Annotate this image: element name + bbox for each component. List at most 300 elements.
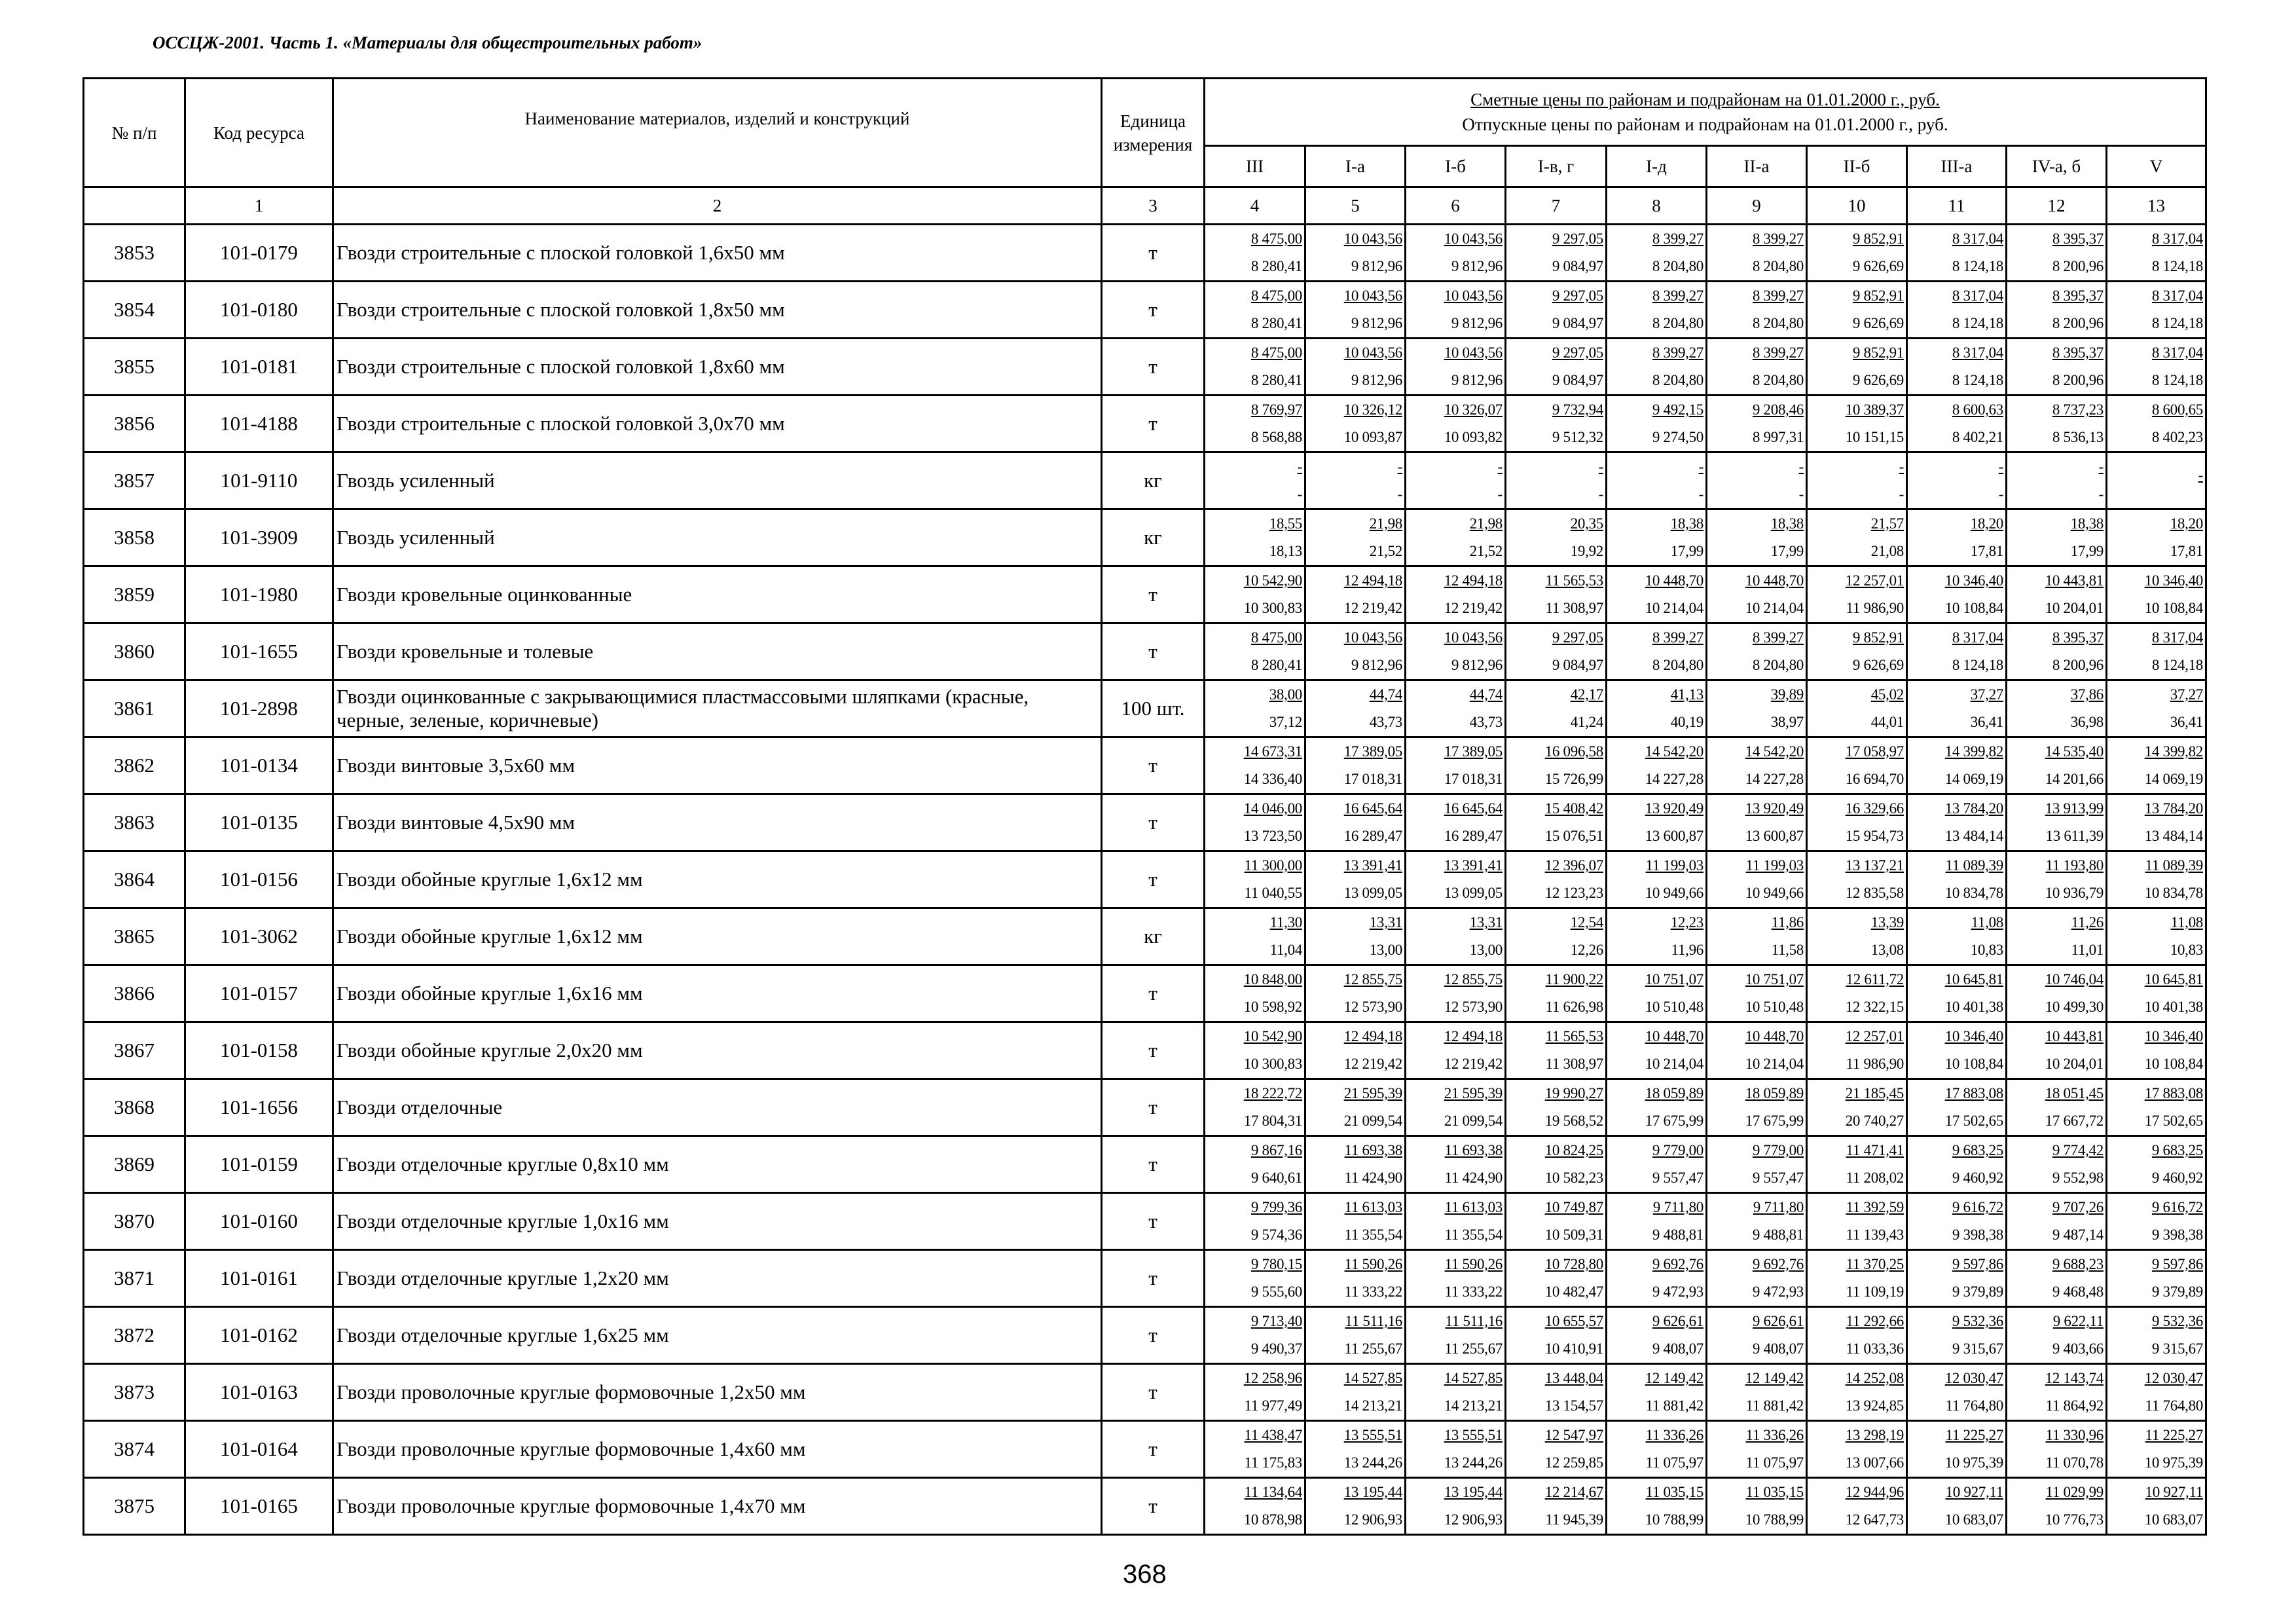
- wholesale-price: 13 600,87: [1645, 828, 1704, 844]
- table-row: [84, 1136, 2206, 1193]
- estimated-price: 18 222,72: [1243, 1085, 1302, 1101]
- estimated-price: 11 089,39: [1945, 857, 2003, 874]
- wholesale-price: 13 244,26: [1444, 1454, 1503, 1471]
- price-cell: [1607, 1193, 1707, 1250]
- table-row: [84, 1079, 2206, 1136]
- row-number: 3855: [84, 339, 185, 396]
- price-cell: [1807, 1421, 1907, 1478]
- price-cell: [2107, 737, 2206, 794]
- price-cell: [1807, 225, 1907, 282]
- estimated-price: -: [1497, 458, 1503, 475]
- estimated-price: 8 399,27: [1652, 629, 1704, 646]
- price-cell: [2107, 1136, 2206, 1193]
- estimated-price: 9 711,80: [1753, 1199, 1804, 1215]
- wholesale-price: 9 626,69: [1852, 657, 1904, 673]
- estimated-price: 11 330,96: [2045, 1427, 2104, 1443]
- resource-code: 101-0156: [185, 851, 333, 908]
- wholesale-price: 13 154,57: [1544, 1397, 1603, 1414]
- wholesale-price: 21 099,54: [1444, 1113, 1503, 1129]
- estimated-price: 9 852,91: [1852, 287, 1904, 304]
- wholesale-price: 21,52: [1369, 543, 1402, 559]
- table-row: [84, 908, 2206, 965]
- wholesale-price: 10,83: [1970, 942, 2003, 958]
- wholesale-price: 11 308,97: [1545, 1056, 1603, 1072]
- price-cell: [1607, 566, 1707, 623]
- estimated-price: 11 693,38: [1444, 1142, 1503, 1158]
- wholesale-price: 16 694,70: [1845, 771, 1904, 787]
- price-cell: [1406, 396, 1506, 452]
- price-cell: [1506, 965, 1607, 1022]
- price-cell: [1707, 737, 1807, 794]
- wholesale-price: 10 482,47: [1544, 1283, 1603, 1300]
- estimated-price: 13 391,41: [1343, 857, 1402, 874]
- price-cell: [1907, 1250, 2007, 1307]
- wholesale-price: 10 834,78: [1944, 885, 2003, 901]
- estimated-price: 10 043,56: [1343, 344, 1402, 361]
- wholesale-price: 12 573,90: [1444, 999, 1503, 1015]
- wholesale-price: 12 573,90: [1343, 999, 1402, 1015]
- wholesale-price: 14 336,40: [1243, 771, 1302, 787]
- estimated-price: 13 920,49: [1645, 800, 1704, 817]
- price-cell: [1907, 680, 2007, 737]
- price-cell: [1707, 1364, 1807, 1421]
- price-cell: [1907, 396, 2007, 452]
- unit-of-measure: т: [1102, 282, 1205, 339]
- price-cell: [1807, 339, 1907, 396]
- price-cell: [1907, 794, 2007, 851]
- price-cell: [1506, 1136, 1607, 1193]
- estimated-price: 8 399,27: [1652, 344, 1704, 361]
- wholesale-price: 12 219,42: [1343, 1056, 1402, 1072]
- estimated-price: 10 326,07: [1444, 401, 1503, 418]
- estimated-price: 9 597,86: [2151, 1256, 2203, 1272]
- price-cell: [2107, 1478, 2206, 1535]
- wholesale-price: -: [1798, 486, 1804, 502]
- wholesale-price: 13 723,50: [1243, 828, 1302, 844]
- estimated-price: 12 149,42: [1645, 1370, 1704, 1386]
- wholesale-price: -: [1497, 486, 1503, 502]
- estimated-price: 10 043,56: [1444, 231, 1503, 247]
- estimated-price: 9 780,15: [1250, 1256, 1302, 1272]
- estimated-price: 8 399,27: [1652, 231, 1704, 247]
- estimated-price: 12 611,72: [1846, 971, 1904, 987]
- estimated-price: 12 258,96: [1243, 1370, 1302, 1386]
- column-number: 13: [2107, 187, 2206, 225]
- wholesale-price: 8 568,88: [1250, 429, 1302, 445]
- resource-code: 101-0158: [185, 1022, 333, 1079]
- region-header: III-а: [1907, 146, 2007, 187]
- price-cell: [1406, 1193, 1506, 1250]
- resource-code: 101-1655: [185, 623, 333, 680]
- material-name: Гвозди отделочные круглые 1,0х16 мм: [333, 1193, 1102, 1250]
- price-cell: [1205, 566, 1305, 623]
- wholesale-price: 9 812,96: [1451, 372, 1503, 388]
- price-cell: [1305, 851, 1406, 908]
- estimated-price: 10 346,40: [2144, 1028, 2203, 1044]
- price-cell: [1205, 794, 1305, 851]
- wholesale-price: 9 557,47: [1752, 1170, 1804, 1186]
- estimated-price: 11 590,26: [1344, 1256, 1402, 1272]
- wholesale-price: 11 075,97: [1745, 1454, 1804, 1471]
- estimated-price: 19 990,27: [1544, 1085, 1603, 1101]
- region-header: I-в, г: [1506, 146, 1607, 187]
- wholesale-price: 10 401,38: [1944, 999, 2003, 1015]
- price-cell: [1707, 908, 1807, 965]
- price-cell: [1707, 1421, 1807, 1478]
- wholesale-price: 9 274,50: [1652, 429, 1704, 445]
- estimated-price: 17 389,05: [1343, 743, 1402, 760]
- estimated-price: 21 595,39: [1444, 1085, 1503, 1101]
- estimated-price: 21,57: [1870, 515, 1904, 532]
- estimated-price: 10 448,70: [1745, 572, 1804, 589]
- estimated-price: 12 855,75: [1444, 971, 1503, 987]
- material-name: Гвозди кровельные оцинкованные: [333, 566, 1102, 623]
- estimated-price: 9 208,46: [1752, 401, 1804, 418]
- estimated-price: 10 448,70: [1645, 572, 1704, 589]
- price-cell: [1607, 908, 1707, 965]
- estimated-price: 17 389,05: [1444, 743, 1503, 760]
- material-name: Гвозди отделочные круглые 1,2х20 мм: [333, 1250, 1102, 1307]
- estimated-price: 9 713,40: [1250, 1313, 1302, 1329]
- wholesale-price: 43,73: [1369, 714, 1402, 730]
- unit-of-measure: т: [1102, 1364, 1205, 1421]
- table-row: [84, 1250, 2206, 1307]
- wholesale-price: 14 069,19: [1944, 771, 2003, 787]
- price-cell: [1807, 1250, 1907, 1307]
- price-cell: [1907, 1022, 2007, 1079]
- price-cell: [1707, 339, 1807, 396]
- price-cell: [1506, 908, 1607, 965]
- estimated-price: 9 683,25: [1952, 1142, 2003, 1158]
- column-number: 2: [333, 187, 1102, 225]
- estimated-price: 8 395,37: [2052, 344, 2104, 361]
- price-cell: [1406, 1079, 1506, 1136]
- column-number: 3: [1102, 187, 1205, 225]
- wholesale-price: 11 424,90: [1344, 1170, 1402, 1186]
- estimated-price: 13 298,19: [1845, 1427, 1904, 1443]
- estimated-price: 8 769,97: [1250, 401, 1302, 418]
- estimated-price: 15 408,42: [1544, 800, 1603, 817]
- wholesale-price: 8 402,23: [2151, 429, 2203, 445]
- material-name: Гвозди строительные с плоской головкой 3,0х70 мм: [333, 396, 1102, 452]
- column-number: 10: [1807, 187, 1907, 225]
- wholesale-price: 8 200,96: [2052, 315, 2104, 331]
- price-cell: [2007, 225, 2107, 282]
- price-cell: [1305, 566, 1406, 623]
- wholesale-price: 36,41: [2170, 714, 2203, 730]
- wholesale-price: 8 124,18: [1952, 372, 2003, 388]
- region-header: I-д: [1607, 146, 1707, 187]
- price-cell: [2107, 1079, 2206, 1136]
- price-cell: [1305, 1079, 1406, 1136]
- estimated-price: 8 317,04: [2151, 231, 2203, 247]
- price-cell: [1707, 1250, 1807, 1307]
- wholesale-price: 12 835,58: [1845, 885, 1904, 901]
- wholesale-price: 8 124,18: [2151, 315, 2203, 331]
- estimated-price: 11,86: [1771, 914, 1804, 931]
- price-table: [82, 77, 2207, 1536]
- price-cell: [1907, 1079, 2007, 1136]
- estimated-price: 11 392,59: [1846, 1199, 1904, 1215]
- material-name: Гвоздь усиленный: [333, 509, 1102, 566]
- price-cell: [1506, 225, 1607, 282]
- wholesale-price: 9 812,96: [1451, 315, 1503, 331]
- wholesale-price: 10 582,23: [1544, 1170, 1603, 1186]
- unit-of-measure: т: [1102, 566, 1205, 623]
- estimated-price: 8 317,04: [1952, 231, 2003, 247]
- price-cell: [1907, 509, 2007, 566]
- price-cell: [1305, 509, 1406, 566]
- wholesale-price: 8 204,80: [1752, 372, 1804, 388]
- estimated-price: 12 494,18: [1343, 1028, 1402, 1044]
- wholesale-price: 9 626,69: [1852, 315, 1904, 331]
- wholesale-price: 14 201,66: [2045, 771, 2104, 787]
- wholesale-price: 12 322,15: [1845, 999, 1904, 1015]
- table-row: [84, 282, 2206, 339]
- wholesale-price: 10 598,92: [1243, 999, 1302, 1015]
- estimated-price: 14 535,40: [2045, 743, 2104, 760]
- wholesale-price: 8 124,18: [1952, 657, 2003, 673]
- row-number: 3853: [84, 225, 185, 282]
- price-cell: [1607, 1079, 1707, 1136]
- estimated-price: 18,20: [2170, 515, 2203, 532]
- estimated-price: 13 555,51: [1343, 1427, 1402, 1443]
- price-cell: [2007, 1364, 2107, 1421]
- estimated-price: 9 297,05: [1552, 231, 1603, 247]
- wholesale-price: 11 945,39: [1545, 1511, 1603, 1528]
- price-cell: [1506, 1022, 1607, 1079]
- price-cell: [1807, 965, 1907, 1022]
- wholesale-price: 9 812,96: [1451, 258, 1503, 274]
- estimated-price: 8 399,27: [1752, 629, 1804, 646]
- wholesale-price: 10 214,04: [1745, 600, 1804, 616]
- price-cell: [1205, 680, 1305, 737]
- estimated-price: 18,38: [1770, 515, 1804, 532]
- estimated-price: 11 029,99: [2045, 1484, 2104, 1500]
- header-prices: [1205, 79, 2206, 146]
- wholesale-price: 8 124,18: [2151, 657, 2203, 673]
- estimated-price: 11 292,66: [1846, 1313, 1904, 1329]
- wholesale-price: 11,96: [1671, 942, 1704, 958]
- wholesale-price: 14 213,21: [1444, 1397, 1503, 1414]
- estimated-price: 18,38: [1670, 515, 1704, 532]
- material-name: Гвозди отделочные: [333, 1079, 1102, 1136]
- estimated-price: 8 395,37: [2052, 287, 2104, 304]
- wholesale-price: 13 244,26: [1343, 1454, 1402, 1471]
- wholesale-price: 8 204,80: [1652, 315, 1704, 331]
- price-cell: [1707, 509, 1807, 566]
- estimated-price: 11 613,03: [1344, 1199, 1402, 1215]
- wholesale-price: 13 600,87: [1745, 828, 1804, 844]
- resource-code: 101-0162: [185, 1307, 333, 1364]
- wholesale-price: 9 812,96: [1351, 657, 1402, 673]
- wholesale-price: 8 124,18: [2151, 372, 2203, 388]
- wholesale-price: 8 200,96: [2052, 258, 2104, 274]
- estimated-price: 8 475,00: [1250, 231, 1302, 247]
- estimated-price: 18,55: [1269, 515, 1302, 532]
- unit-of-measure: т: [1102, 737, 1205, 794]
- price-cell: [1907, 566, 2007, 623]
- row-number: 3857: [84, 452, 185, 509]
- price-cell: [1607, 965, 1707, 1022]
- price-cell: [2107, 1193, 2206, 1250]
- price-cell: [1707, 1022, 1807, 1079]
- wholesale-price: 11 139,43: [1846, 1227, 1904, 1243]
- estimated-price: 9 492,15: [1652, 401, 1704, 418]
- estimated-price: 18 051,45: [2045, 1085, 2104, 1101]
- wholesale-price: 17,81: [1970, 543, 2003, 559]
- wholesale-price: 11 109,19: [1846, 1283, 1904, 1300]
- row-number: 3866: [84, 965, 185, 1022]
- wholesale-price: 12,26: [1570, 942, 1603, 958]
- material-name: Гвозди отделочные круглые 1,6х25 мм: [333, 1307, 1102, 1364]
- estimated-price: 12 494,18: [1444, 572, 1503, 589]
- estimated-price: 10 542,90: [1243, 572, 1302, 589]
- estimated-price: 42,17: [1570, 686, 1603, 703]
- wholesale-price: 9 379,89: [1952, 1283, 2003, 1300]
- resource-code: 101-0159: [185, 1136, 333, 1193]
- row-number: 3867: [84, 1022, 185, 1079]
- table-row: [84, 1193, 2206, 1250]
- price-cell: [2107, 908, 2206, 965]
- estimated-price: 13,39: [1870, 914, 1904, 931]
- price-cell: [2007, 509, 2107, 566]
- price-cell: [1205, 1136, 1305, 1193]
- wholesale-price: 8 280,41: [1250, 258, 1302, 274]
- estimated-price: 11 565,53: [1545, 1028, 1603, 1044]
- price-cell: [2007, 1136, 2107, 1193]
- wholesale-price: 9 557,47: [1652, 1170, 1704, 1186]
- price-cell: [2007, 908, 2107, 965]
- estimated-price: 10 655,57: [1544, 1313, 1603, 1329]
- wholesale-price: 13,00: [1369, 942, 1402, 958]
- wholesale-price: 11 333,22: [1444, 1283, 1503, 1300]
- resource-code: 101-1980: [185, 566, 333, 623]
- column-number: 5: [1305, 187, 1406, 225]
- estimated-price: 9 532,36: [2151, 1313, 2203, 1329]
- material-name: Гвозди проволочные круглые формовочные 1,4х60 мм: [333, 1421, 1102, 1478]
- price-cell: [2007, 1421, 2107, 1478]
- price-cell: [1907, 225, 2007, 282]
- price-cell: [2107, 1022, 2206, 1079]
- wholesale-price: 11 075,97: [1645, 1454, 1704, 1471]
- wholesale-price: 17 018,31: [1444, 771, 1503, 787]
- wholesale-price: 11,01: [2071, 942, 2104, 958]
- wholesale-price: 11 040,55: [1244, 885, 1302, 901]
- price-cell: [2007, 1079, 2107, 1136]
- estimated-price: 9 799,36: [1250, 1199, 1302, 1215]
- price-cell: [2007, 1307, 2107, 1364]
- wholesale-price: 15 076,51: [1544, 828, 1603, 844]
- wholesale-price: 17,99: [1670, 543, 1704, 559]
- estimated-price: 41,13: [1670, 686, 1704, 703]
- estimated-price: 21 595,39: [1343, 1085, 1402, 1101]
- price-cell: [2007, 623, 2107, 680]
- wholesale-price: 9 315,67: [2151, 1340, 2203, 1357]
- wholesale-price: 9 488,81: [1652, 1227, 1704, 1243]
- price-cell: [1305, 1193, 1406, 1250]
- wholesale-price: 9 460,92: [1952, 1170, 2003, 1186]
- table-row: [84, 1478, 2206, 1535]
- wholesale-price: 14 069,19: [2144, 771, 2203, 787]
- wholesale-price: 11 881,42: [1745, 1397, 1804, 1414]
- estimated-price: 8 737,23: [2052, 401, 2104, 418]
- wholesale-price: 13,08: [1870, 942, 1904, 958]
- price-cell: [1907, 1193, 2007, 1250]
- estimated-price: 11 035,15: [1645, 1484, 1704, 1500]
- estimated-price: -: [1899, 458, 1904, 475]
- resource-code: 101-0164: [185, 1421, 333, 1478]
- wholesale-price: 9 640,61: [1250, 1170, 1302, 1186]
- unit-of-measure: т: [1102, 1022, 1205, 1079]
- price-cell: [1406, 737, 1506, 794]
- row-number: 3870: [84, 1193, 185, 1250]
- wholesale-price: 17 804,31: [1243, 1113, 1302, 1129]
- estimated-price: 37,86: [2070, 686, 2104, 703]
- wholesale-price: 9 460,92: [2151, 1170, 2203, 1186]
- price-cell: [1205, 737, 1305, 794]
- wholesale-price: 9 488,81: [1752, 1227, 1804, 1243]
- row-number: 3854: [84, 282, 185, 339]
- price-cell: [1807, 794, 1907, 851]
- estimated-price: 8 317,04: [2151, 287, 2203, 304]
- price-cell: [1807, 680, 1907, 737]
- table-row: [84, 1307, 2206, 1364]
- row-number: 3873: [84, 1364, 185, 1421]
- column-number: 9: [1707, 187, 1807, 225]
- wholesale-price: 11 424,90: [1444, 1170, 1503, 1186]
- estimated-price: 44,74: [1469, 686, 1503, 703]
- price-cell: [1907, 282, 2007, 339]
- price-cell: [1406, 794, 1506, 851]
- material-name: Гвозди кровельные и толевые: [333, 623, 1102, 680]
- price-cell: [1907, 452, 2007, 509]
- column-number: 8: [1607, 187, 1707, 225]
- price-cell: [1205, 1478, 1305, 1535]
- header-prices-wholesale: Отпускные цены по районам и подрайонам на 01.01.2000 г., руб.: [1462, 115, 1948, 134]
- price-cell: [1305, 452, 1406, 509]
- estimated-price: 12 494,18: [1444, 1028, 1503, 1044]
- resource-code: 101-3062: [185, 908, 333, 965]
- estimated-price: 8 399,27: [1752, 287, 1804, 304]
- price-cell: [2007, 452, 2107, 509]
- estimated-price: 12 944,96: [1845, 1484, 1904, 1500]
- price-cell: [1305, 1307, 1406, 1364]
- price-cell: [2107, 566, 2206, 623]
- estimated-price: 8 317,04: [1952, 344, 2003, 361]
- estimated-price: 10 448,70: [1645, 1028, 1704, 1044]
- estimated-price: 16 096,58: [1544, 743, 1603, 760]
- estimated-price: 8 395,37: [2052, 629, 2104, 646]
- price-cell: [2007, 851, 2107, 908]
- price-cell: [1707, 851, 1807, 908]
- price-cell: [1907, 1421, 2007, 1478]
- estimated-price: 9 616,72: [1952, 1199, 2003, 1215]
- unit-of-measure: кг: [1102, 509, 1205, 566]
- estimated-price: 18 059,89: [1645, 1085, 1704, 1101]
- wholesale-price: 10 878,98: [1243, 1511, 1302, 1528]
- wholesale-price: 10 776,73: [2045, 1511, 2104, 1528]
- price-cell: [1707, 1136, 1807, 1193]
- estimated-price: 16 645,64: [1444, 800, 1503, 817]
- resource-code: 101-4188: [185, 396, 333, 452]
- estimated-price: 11 370,25: [1846, 1256, 1904, 1272]
- price-cell: [1607, 794, 1707, 851]
- estimated-price: 14 673,31: [1243, 743, 1302, 760]
- region-header: III: [1205, 146, 1305, 187]
- estimated-price: 13 195,44: [1343, 1484, 1402, 1500]
- wholesale-price: 8 280,41: [1250, 657, 1302, 673]
